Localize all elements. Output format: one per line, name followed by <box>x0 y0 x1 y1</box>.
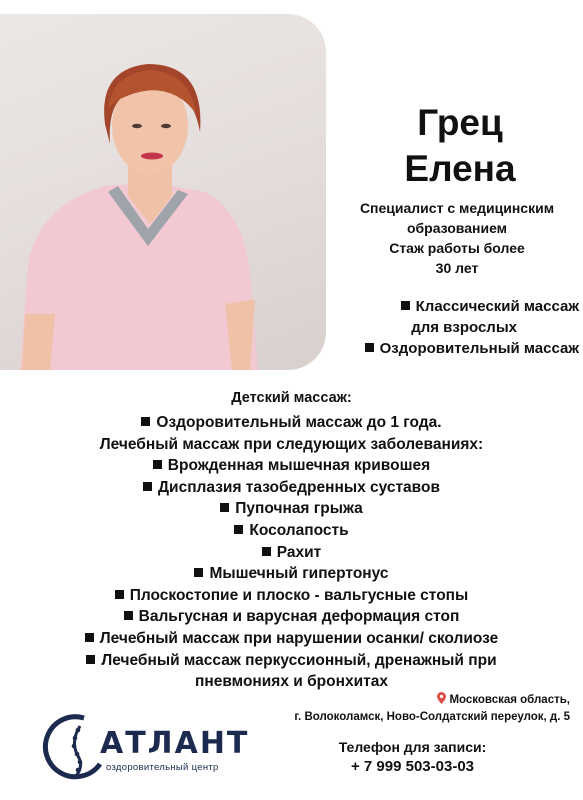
adult-services-list <box>326 296 583 359</box>
kids-list-item <box>0 434 583 456</box>
bullet-square-icon <box>220 503 229 512</box>
bullet-square-icon <box>401 301 410 310</box>
kids-list-item-text: Дисплазия тазобедренных суставов <box>158 478 440 496</box>
kids-list-item-text: Лечебный массаж при нарушении осанки/ сколиозе <box>99 629 499 647</box>
spec-line: 30 лет <box>435 260 479 276</box>
address-block <box>240 692 570 726</box>
kids-list-item <box>0 585 583 607</box>
kids-list-item-text: Рахит <box>276 543 322 561</box>
specialist-credentials <box>326 198 583 278</box>
kids-massage-title: Детский массаж: <box>231 390 352 406</box>
kids-list-item-text: Лечебный массаж при следующих заболеваниях: <box>99 435 484 453</box>
kids-list-item <box>0 412 583 434</box>
kids-list-item-text: Вальгусная и варусная деформация стоп <box>138 608 460 626</box>
kids-list-item-text: Мышечный гипертонус <box>209 565 389 583</box>
specialist-portrait <box>0 14 326 370</box>
phone-number[interactable]: + 7 999 503-03-03 <box>350 758 475 775</box>
spec-line: образованием <box>406 220 508 236</box>
kids-list-item-text: Пупочная грыжа <box>235 500 363 518</box>
kids-list-item <box>0 671 583 693</box>
specialist-name <box>360 100 560 192</box>
service-item: Классический массаж <box>326 296 579 317</box>
address-line-2: г. Волоколамск, Ново-Солдатский переулок, д. 5 <box>294 711 570 723</box>
address-line-1: Московская область, <box>240 692 570 709</box>
bullet-square-icon <box>234 525 243 534</box>
kids-list-item <box>0 520 583 542</box>
bullet-square-icon <box>365 343 374 352</box>
spec-line: Стаж работы более <box>389 240 525 256</box>
specialist-photo <box>0 14 326 370</box>
kids-list-item-text: Плоскостопие и плоско - вальгусные стопы <box>129 586 469 604</box>
bullet-square-icon <box>124 611 133 620</box>
bullet-square-icon <box>153 460 162 469</box>
service-item: Оздоровительный массаж <box>326 338 579 359</box>
bullet-square-icon <box>141 417 150 426</box>
bullet-square-icon <box>194 568 203 577</box>
kids-list-item-text: Лечебный массаж перкуссионный, дренажный при <box>101 651 497 669</box>
kids-list-item <box>0 477 583 499</box>
kids-list-item <box>0 498 583 520</box>
bullet-square-icon <box>86 655 95 664</box>
bullet-square-icon <box>85 633 94 642</box>
name-line-2: Елена <box>404 148 516 189</box>
atlant-logo <box>40 712 250 782</box>
bullet-square-icon <box>262 547 271 556</box>
kids-list-item <box>0 606 583 628</box>
location-pin-icon <box>437 692 446 704</box>
name-line-1: Грец <box>417 102 503 143</box>
kids-list-item-text: Врожденная мышечная кривошея <box>167 457 431 475</box>
service-item-continuation: для взрослых <box>411 319 517 336</box>
phone-label: Телефон для записи: <box>338 739 487 755</box>
kids-list-item-text: Косолапость <box>249 521 349 539</box>
kids-massage-list <box>0 412 583 693</box>
kids-list-item-text: пневмониях и бронхитах <box>195 673 388 691</box>
kids-list-item <box>0 563 583 585</box>
logo-name: АТЛАНТ <box>100 726 250 761</box>
kids-list-item <box>0 628 583 650</box>
logo-subtitle: оздоровительный центр <box>106 762 219 773</box>
kids-list-item-text: Оздоровительный массаж до 1 года. <box>156 414 442 431</box>
spec-line: Специалист с медицинским <box>359 200 555 216</box>
bullet-square-icon <box>115 590 124 599</box>
kids-list-item <box>0 542 583 564</box>
kids-list-item <box>0 650 583 672</box>
kids-list-item <box>0 455 583 477</box>
bullet-square-icon <box>143 482 152 491</box>
phone-block <box>300 737 525 777</box>
